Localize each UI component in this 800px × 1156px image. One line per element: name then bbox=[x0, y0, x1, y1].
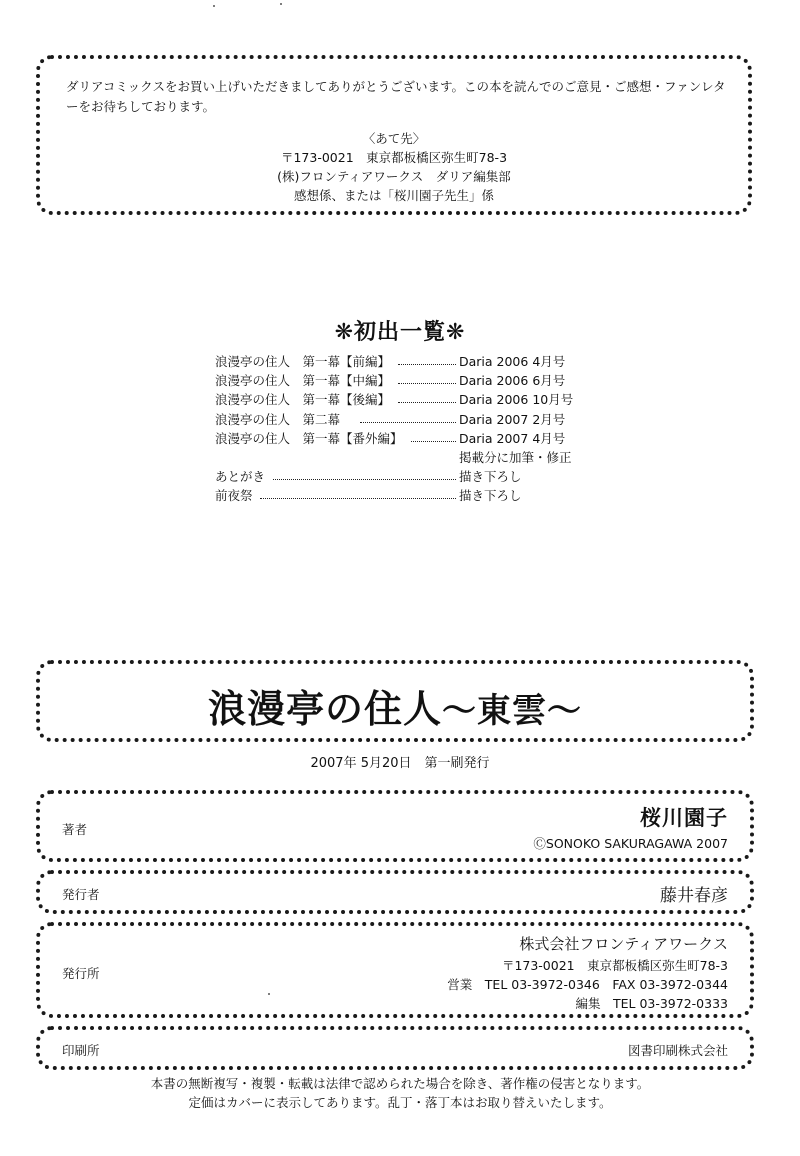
letter-box bbox=[36, 55, 752, 215]
address-line: 〒173-0021 東京都板橋区弥生町78-3 bbox=[280, 150, 508, 165]
work-title: 浪漫亭の住人 第一幕【中編】 bbox=[215, 373, 391, 389]
source-label: Daria 2007 4月号 bbox=[459, 430, 566, 446]
printer-name: 図書印刷株式会社 bbox=[627, 1043, 728, 1058]
work-title: 浪漫亭の住人 第一幕【後編】 bbox=[215, 392, 391, 408]
publishing-company-box bbox=[36, 922, 754, 1018]
work-title: あとがき bbox=[215, 469, 266, 485]
leader-dots bbox=[398, 352, 456, 365]
first-appearance-list bbox=[215, 352, 585, 506]
address-block bbox=[40, 129, 748, 205]
source-label: 描き下ろし bbox=[459, 469, 522, 485]
footer-line-1: 本書の無断複写・複製・転載は法律で認められた場合を除き、著作権の侵害となります。 bbox=[150, 1076, 650, 1091]
company-line: (株)フロンティアワークス ダリア編集部 bbox=[277, 169, 511, 184]
first-appearance-item bbox=[215, 486, 585, 505]
pubco-name: 株式会社フロンティアワークス bbox=[519, 935, 728, 953]
first-appearance-item bbox=[215, 448, 585, 467]
work-title: 前夜祭 bbox=[215, 488, 253, 504]
publisher-name: 藤井春彦 bbox=[660, 886, 728, 906]
printer-label: 印刷所 bbox=[62, 1043, 100, 1058]
first-appearance-item bbox=[215, 467, 585, 486]
source-label: 掲載分に加筆・修正 bbox=[459, 449, 572, 465]
book-title-main: 浪漫亭の住人 bbox=[207, 687, 442, 731]
title-box bbox=[36, 660, 754, 742]
author-label: 著者 bbox=[62, 822, 88, 837]
leader-dots bbox=[398, 390, 456, 403]
book-title-sub: ～東雲～ bbox=[442, 691, 582, 731]
leader-dots bbox=[398, 371, 456, 384]
source-label: Daria 2006 6月号 bbox=[459, 373, 566, 389]
recipient-line: 感想係、または「桜川園子先生」係 bbox=[293, 188, 494, 203]
footer-notes bbox=[0, 1074, 800, 1112]
first-appearance-item bbox=[215, 390, 585, 409]
book-title bbox=[40, 678, 750, 733]
author-box bbox=[36, 790, 754, 862]
pubco-sales: 営業 TEL 03-3972-0346 FAX 03-3972-0344 bbox=[447, 977, 728, 992]
work-title: 浪漫亭の住人 第一幕【番外編】 bbox=[215, 430, 403, 446]
pubco-label: 発行所 bbox=[62, 966, 100, 981]
first-appearance-item bbox=[215, 352, 585, 371]
publisher-label: 発行者 bbox=[62, 887, 100, 902]
leader-dots bbox=[273, 467, 456, 480]
first-appearance-item bbox=[215, 371, 585, 390]
source-label: 描き下ろし bbox=[459, 488, 522, 504]
leader-dots bbox=[260, 486, 456, 499]
scan-speck bbox=[213, 5, 215, 7]
publisher-box bbox=[36, 870, 754, 914]
footer-line-2: 定価はカバーに表示してあります。乱丁・落丁本はお取り替えいたします。 bbox=[188, 1095, 612, 1110]
printer-box bbox=[36, 1026, 754, 1070]
work-title: 浪漫亭の住人 第二幕 bbox=[215, 411, 341, 427]
source-label: Daria 2007 2月号 bbox=[459, 411, 566, 427]
pubco-address: 〒173-0021 東京都板橋区弥生町78-3 bbox=[501, 958, 728, 973]
first-appearance-item bbox=[215, 429, 585, 448]
first-appearance-heading: ❋初出一覧❋ bbox=[334, 320, 466, 345]
work-title: 浪漫亭の住人 第一幕【前編】 bbox=[215, 354, 391, 369]
leader-dots bbox=[411, 429, 456, 442]
address-heading: 〈あて先〉 bbox=[362, 131, 426, 146]
copyright-notice: ⒸSONOKO SAKURAGAWA 2007 bbox=[533, 836, 728, 851]
scan-speck bbox=[280, 3, 282, 5]
leader-dots bbox=[360, 410, 456, 423]
scan-speck bbox=[268, 993, 270, 995]
author-name: 桜川園子 bbox=[640, 806, 728, 830]
pubco-editorial: 編集 TEL 03-3972-0333 bbox=[575, 996, 728, 1011]
letter-message: ダリアコミックスをお買い上げいただきましてありがとうございます。この本を読んでのご意見・ご感想・ファンレターをお待ちしております。 bbox=[66, 79, 726, 114]
source-label: Daria 2006 4月号 bbox=[459, 354, 566, 369]
source-label: Daria 2006 10月号 bbox=[459, 392, 574, 408]
first-appearance-item bbox=[215, 410, 585, 429]
print-date: 2007年 5月20日 第一刷発行 bbox=[310, 756, 490, 771]
